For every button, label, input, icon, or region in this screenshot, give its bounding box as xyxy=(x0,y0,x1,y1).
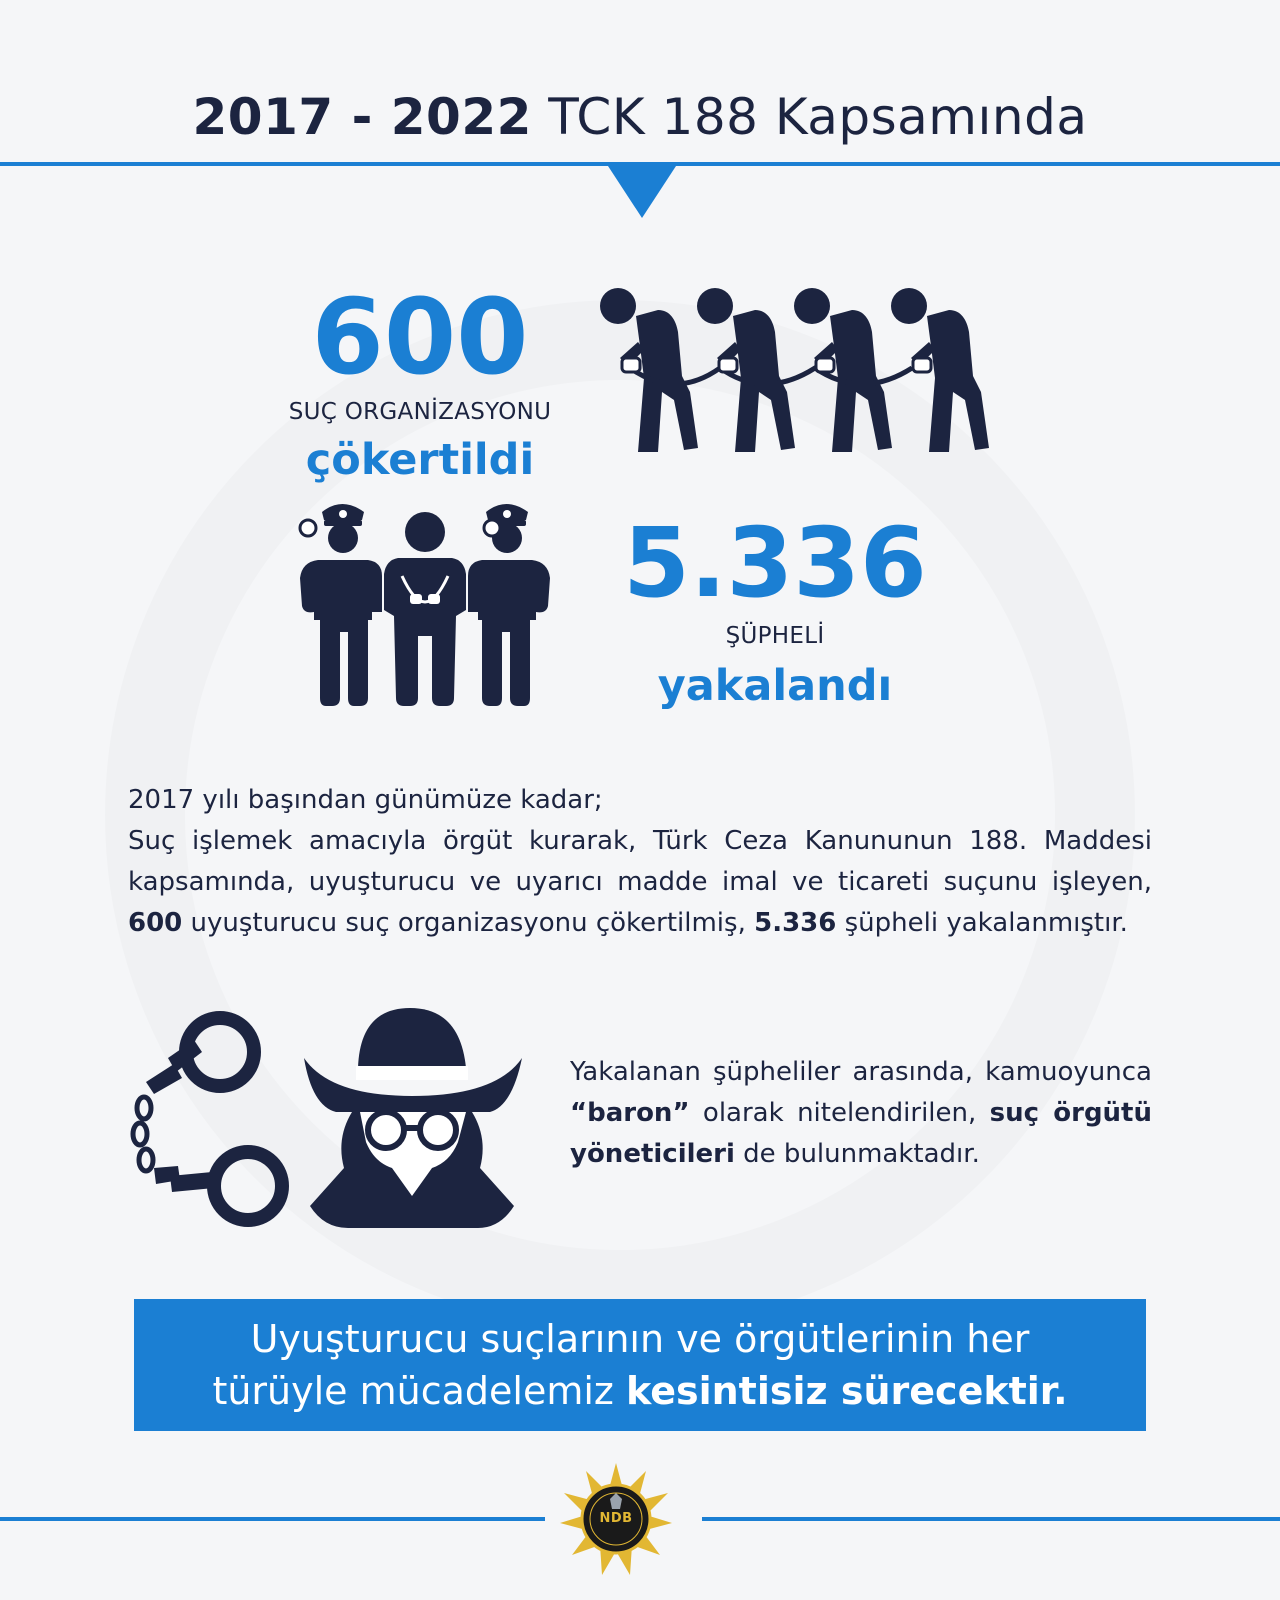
emblem-label: NDB xyxy=(599,1511,633,1526)
summary-end-text: şüpheli yakalanmıştır. xyxy=(836,908,1128,938)
baron-note-text-3: de bulunmaktadır. xyxy=(734,1139,980,1169)
stat-suspects-number: 5.336 xyxy=(623,507,927,619)
summary-mid-text: uyuşturucu suç organizasyonu çökertilmiş, xyxy=(182,908,755,938)
summary-intro-line: 2017 yılı başından günümüze kadar; xyxy=(128,785,603,815)
page-title xyxy=(0,88,1280,146)
summary-org-count: 600 xyxy=(128,908,183,938)
summary-body xyxy=(128,821,1152,944)
banner-line-2-plain: türüyle mücadelemiz xyxy=(212,1369,626,1413)
prisoners-chain-icon xyxy=(600,280,1010,470)
baron-note-bold-2: suç örgütü yöneticileri xyxy=(570,1098,1152,1169)
summary-body-text: Suç işlemek amacıyla örgüt kurarak, Türk Ceza Kanununun 188. Maddesi kapsamında, uyuşturucu ve uyarıcı madde imal ve ticareti suçunu işleyen, xyxy=(128,826,1152,897)
page-title-rest: TCK 188 Kapsamında xyxy=(531,88,1088,146)
down-pointer-icon xyxy=(608,166,676,218)
stat-organizations xyxy=(255,276,585,485)
stat-organizations-label: SUÇ ORGANİZASYONU xyxy=(288,399,552,425)
stat-suspects-label: ŞÜPHELİ xyxy=(725,623,825,649)
police-escort-icon xyxy=(290,490,560,710)
footer-rule-right xyxy=(702,1517,1280,1521)
stat-organizations-verb: çökertildi xyxy=(305,435,535,485)
spy-hat-icon xyxy=(300,1000,525,1230)
page-title-years: 2017 - 2022 xyxy=(192,88,532,146)
stat-organizations-number: 600 xyxy=(311,276,529,398)
summary-suspect-count: 5.336 xyxy=(754,908,837,938)
stat-suspects xyxy=(600,507,950,711)
baron-note xyxy=(570,1052,1152,1175)
summary-paragraph xyxy=(128,780,1152,944)
baron-note-text-2: olarak nitelendirilen, xyxy=(689,1098,990,1128)
handcuffs-icon xyxy=(120,1000,305,1240)
banner-line-2 xyxy=(134,1365,1146,1417)
banner-line-1: Uyuşturucu suçlarının ve örgütlerinin her xyxy=(250,1317,1030,1361)
commitment-banner xyxy=(134,1299,1146,1431)
banner-line-2-bold: kesintisiz sürecektir. xyxy=(625,1369,1068,1413)
footer-rule-left xyxy=(0,1517,545,1521)
stat-suspects-verb: yakalandı xyxy=(657,661,893,711)
baron-note-text-1: Yakalanan şüpheliler arasında, kamuoyunca xyxy=(570,1057,1152,1087)
baron-note-bold-1: “baron” xyxy=(570,1098,690,1128)
